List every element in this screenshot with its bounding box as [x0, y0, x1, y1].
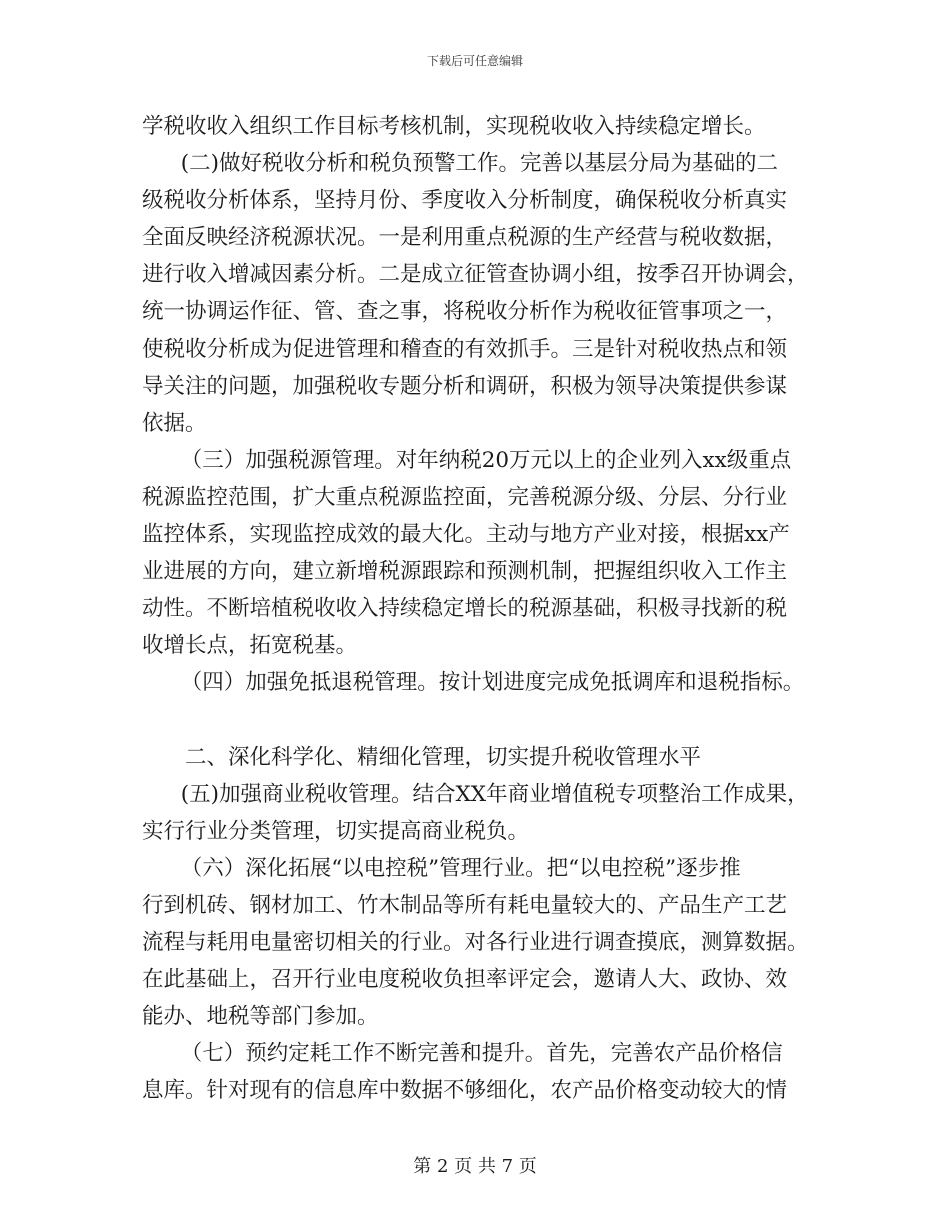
text-line: 能办、地税等部门参加。 — [142, 1004, 379, 1030]
text-line: 流程与耗用电量密切相关的行业。对各行业进行调查摸底，测算数据。 — [142, 930, 809, 956]
document-body — [142, 108, 822, 1110]
text-line: (二)做好税收分析和税负预警工作。完善以基层分局为基础的二 — [180, 151, 778, 177]
text-line: 学税收收入组织工作目标考核机制，实现税收收入持续稳定增长。 — [142, 114, 766, 139]
text-line: 行到机砖、钢材加工、竹木制品等所有耗电量较大的、产品生产工艺 — [142, 892, 788, 918]
text-line: 二、深化科学化、精细化管理，切实提升税收管理水平 — [185, 744, 702, 770]
text-line: 依据。 — [142, 410, 207, 436]
page-header-note: 下载后可任意编辑 — [426, 54, 523, 68]
text-line: 在此基础上，召开行业电度税收负担率评定会，邀请人大、政协、效 — [142, 967, 788, 993]
text-line: 动性。不断培植税收收入持续稳定增长的税源基础，积极寻找新的税 — [142, 596, 788, 622]
text-line: （四）加强免抵退税管理。按计划进度完成免抵调库和退税指标。 — [180, 670, 805, 696]
text-line: 级税收分析体系，坚持月份、季度收入分析制度，确保税收分析真实 — [142, 188, 788, 214]
text-line: （六）深化拓展“以电控税”管理行业。把“以电控税”逐步推 — [180, 855, 741, 881]
text-line: 全面反映经济税源状况。一是利用重点税源的生产经营与税收数据， — [142, 225, 788, 251]
text-line: （七）预约定耗工作不断完善和提升。首先，完善农产品价格信 — [180, 1041, 783, 1067]
page-number-footer: 第 2 页 共 7 页 — [413, 1156, 537, 1177]
text-line: (五)加强商业税收管理。结合XX年商业增值税专项整治工作成果， — [180, 781, 809, 807]
text-line: （三）加强税源管理。对年纳税20万元以上的企业列入xx级重点 — [180, 447, 792, 473]
text-line: 息库。针对现有的信息库中数据不够细化，农产品价格变动较大的情 — [142, 1078, 788, 1104]
text-line: 实行行业分类管理，切实提高商业税负。 — [142, 818, 530, 844]
text-line: 业进展的方向，建立新增税源跟踪和预测机制，把握组织收入工作主 — [142, 559, 788, 585]
text-line: 收增长点，拓宽税基。 — [142, 633, 358, 659]
paragraph-gap — [142, 702, 822, 739]
text-line: 进行收入增减因素分析。二是成立征管查协调小组，按季召开协调会， — [142, 262, 809, 288]
text-line: 使税收分析成为促进管理和稽查的有效抓手。三是针对税收热点和领 — [142, 336, 788, 362]
text-line: 监控体系，实现监控成效的最大化。主动与地方产业对接，根据xx产 — [142, 522, 790, 548]
text-line: 税源监控范围，扩大重点税源监控面，完善税源分级、分层、分行业 — [142, 484, 788, 510]
text-line: 导关注的问题，加强税收专题分析和调研，积极为领导决策提供参谋 — [142, 373, 788, 399]
text-line: 统一协调运作征、管、查之事，将税收分析作为税收征管事项之一， — [142, 299, 788, 325]
